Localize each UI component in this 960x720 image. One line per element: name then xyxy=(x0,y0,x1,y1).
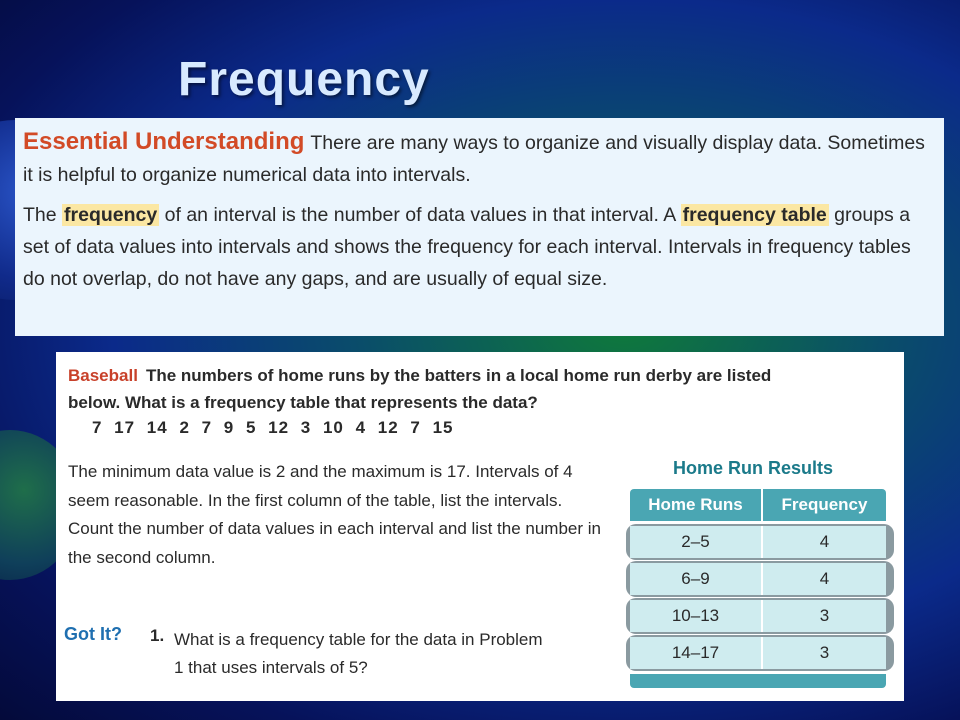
got-it-number: 1. xyxy=(150,626,165,645)
p2-part3: groups a set of data values into intervals and shows the frequency for each interval. Intervals in frequency tables do not overlap, do not have any gaps, and are usually of equal size. xyxy=(23,204,911,290)
got-it-label: Got It? xyxy=(64,624,122,644)
table-header xyxy=(630,489,886,521)
frequency-table xyxy=(630,489,886,688)
example-data-values: 7 17 14 2 7 9 5 12 3 10 4 12 7 15 xyxy=(92,418,454,437)
essential-heading: Essential Understanding xyxy=(23,128,305,155)
table-title: Home Run Results xyxy=(673,458,834,478)
essential-paragraph-1 xyxy=(23,126,936,191)
p2-part2: of an interval is the number of data values in that interval. A xyxy=(159,204,681,226)
table-row xyxy=(630,563,886,595)
term-frequency-table: frequency table xyxy=(682,204,827,226)
example-question xyxy=(68,362,808,416)
example-box xyxy=(56,352,904,701)
table-row xyxy=(630,600,886,632)
got-it-text: What is a frequency table for the data in Problem 1 that uses intervals of 5? xyxy=(174,630,543,677)
cell-frequency: 3 xyxy=(763,600,886,632)
cell-frequency: 3 xyxy=(763,637,886,669)
p2-part1: The xyxy=(23,204,63,226)
cell-frequency: 4 xyxy=(763,563,886,595)
header-home-runs: Home Runs xyxy=(630,489,763,521)
essential-p1-text: There are many ways to organize and visually display data. Sometimes it is helpful to organize numerical data into intervals. xyxy=(23,132,925,186)
header-frequency: Frequency xyxy=(781,495,868,514)
table-row xyxy=(630,526,886,558)
example-lead: Baseball xyxy=(68,366,138,385)
cell-frequency: 4 xyxy=(763,526,886,558)
example-question-text: The numbers of home runs by the batters in a local home run derby are listed below. What is a frequency table that represents the data? xyxy=(68,366,772,412)
essential-paragraph-2 xyxy=(23,199,936,295)
cell-interval: 10–13 xyxy=(630,600,763,632)
essential-understanding-box xyxy=(15,118,944,336)
cell-interval: 6–9 xyxy=(630,563,763,595)
term-frequency: frequency xyxy=(64,204,158,226)
cell-interval: 2–5 xyxy=(630,526,763,558)
table-footer xyxy=(630,674,886,688)
slide-title: Frequency xyxy=(178,53,430,106)
table-row xyxy=(630,637,886,669)
example-solution: The minimum data value is 2 and the maximum is 17. Intervals of 4 seem reasonable. In the first column of the table, list the intervals. Count the number of data values in each interval and list the number in the second column. xyxy=(68,462,601,567)
cell-interval: 14–17 xyxy=(630,637,763,669)
